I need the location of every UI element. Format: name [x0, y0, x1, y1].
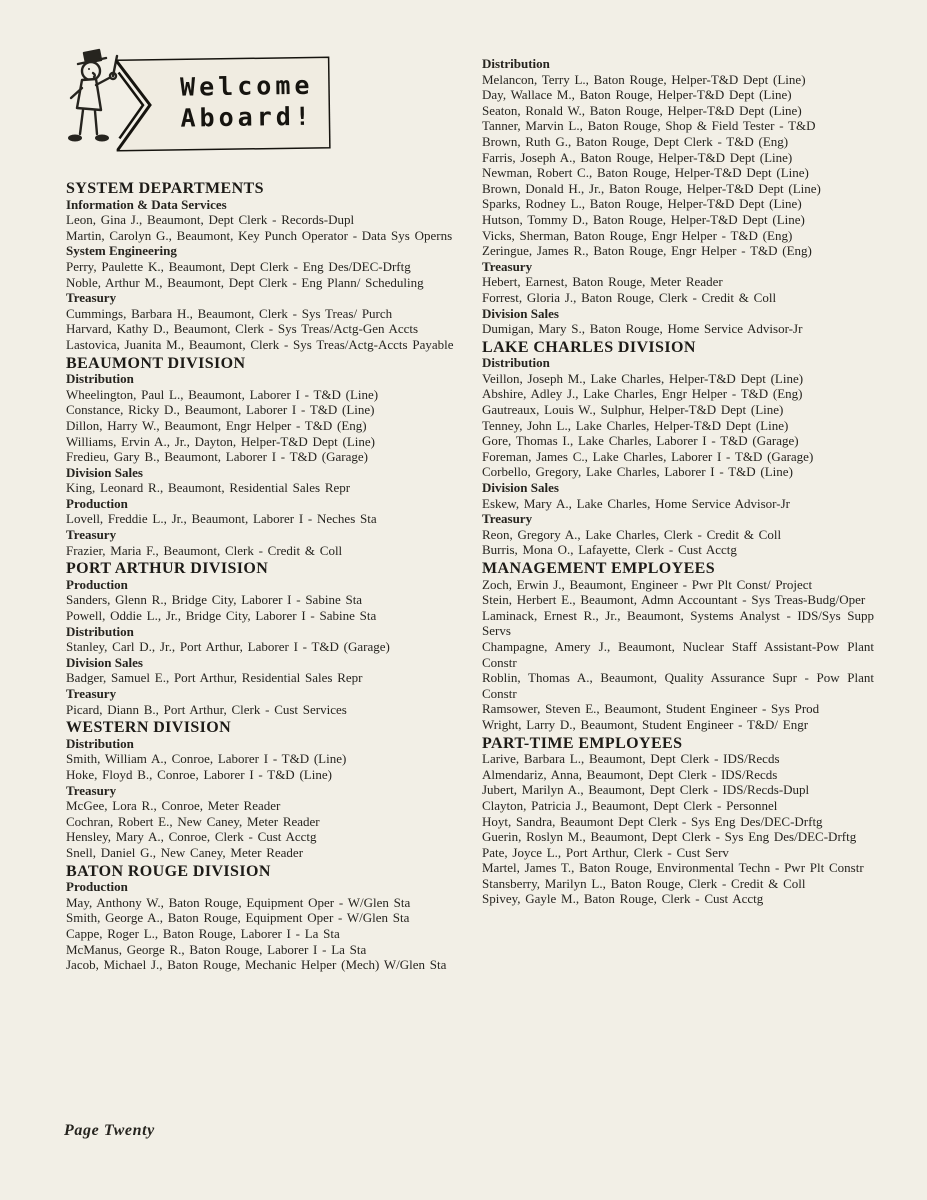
employee-entry: Lovell, Freddie L., Jr., Beaumont, Laborer I - Neches Sta [66, 511, 377, 527]
employee-entry: Foreman, James C., Lake Charles, Laborer I - T&D (Garage) [482, 448, 814, 464]
employee-entry: Laminack, Ernest R., Jr., Beaumont, Systems Analyst - IDS/Sys Supp Servs [482, 607, 874, 639]
group-label: Division Sales [482, 480, 559, 496]
employee-entry: Brown, Ruth G., Baton Rouge, Dept Clerk - T&D (Eng) [482, 133, 789, 149]
group-label: Division Sales [66, 464, 143, 480]
employee-entry: Gautreaux, Louis W., Sulphur, Helper-T&D Dept (Line) [482, 402, 784, 418]
employee-entry: Cochran, Robert E., New Caney, Meter Reader [66, 813, 320, 829]
page-footer: Page Twenty [64, 1122, 155, 1139]
employee-entry: Hutson, Tommy D., Baton Rouge, Helper-T&D Dept (Line) [482, 211, 805, 227]
employee-entry: Cummings, Barbara H., Beaumont, Clerk - Sys Treas/ Purch [66, 305, 393, 321]
employee-entry: Zeringue, James R., Baton Rouge, Engr Helper - T&D (Eng) [482, 243, 812, 259]
group-label: Treasury [66, 290, 117, 306]
employee-entry: Eskew, Mary A., Lake Charles, Home Service Advisor-Jr [482, 495, 790, 511]
group-label: Production [66, 576, 128, 592]
employee-entry: Spivey, Gayle M., Baton Rouge, Clerk - Cust Acctg [482, 891, 764, 907]
employee-entry: Perry, Paulette K., Beaumont, Dept Clerk - Eng Des/DEC-Drftg [66, 258, 411, 274]
employee-entry: Leon, Gina J., Beaumont, Dept Clerk - Records-Dupl [66, 212, 355, 228]
employee-entry: Burris, Mona O., Lafayette, Clerk - Cust Acctg [482, 542, 737, 558]
banner-line-1: Welcome [179, 70, 314, 102]
employee-entry: Roblin, Thomas A., Beaumont, Quality Assurance Supr - Pow Plant Constr [482, 670, 874, 701]
employee-entry: Wright, Larry D., Beaumont, Student Engineer - T&D/ Engr [482, 716, 809, 732]
employee-entry: Seaton, Ronald W., Baton Rouge, Helper-T&D Dept (Line) [482, 102, 802, 118]
group-label: Distribution [66, 623, 134, 639]
employee-entry: Stansberry, Marilyn L., Baton Rouge, Clerk - Credit & Coll [482, 875, 806, 891]
section-title: PART-TIME EMPLOYEES [482, 734, 683, 752]
employee-entry: Sanders, Glenn R., Bridge City, Laborer I - Sabine Sta [66, 592, 363, 608]
employee-entry: Zoch, Erwin J., Beaumont, Engineer - Pwr Plt Const/ Project [482, 576, 813, 592]
group-label: Production [66, 879, 128, 895]
employee-entry: Martin, Carolyn G., Beaumont, Key Punch Operator - Data Sys Operns [66, 227, 453, 243]
group-label: Treasury [66, 527, 117, 543]
employee-entry: Forrest, Gloria J., Baton Rouge, Clerk - Credit & Coll [482, 289, 777, 305]
employee-entry: Cappe, Roger L., Baton Rouge, Laborer I - La Sta [66, 925, 340, 941]
employee-entry: Sparks, Rodney L., Baton Rouge, Helper-T&D Dept (Line) [482, 196, 802, 212]
group-label: Treasury [482, 511, 533, 527]
employee-entry: Lastovica, Juanita M., Beaumont, Clerk - Sys Treas/Actg-Accts Payable [66, 336, 454, 352]
employee-entry: Gore, Thomas I., Lake Charles, Laborer I - T&D (Garage) [482, 433, 799, 449]
employee-entry: Veillon, Joseph M., Lake Charles, Helper-T&D Dept (Line) [482, 370, 804, 386]
employee-entry: Vicks, Sherman, Baton Rouge, Engr Helper - T&D (Eng) [482, 227, 793, 243]
employee-entry: Picard, Diann B., Port Arthur, Clerk - Cust Services [66, 701, 347, 717]
employee-entry: Smith, William A., Conroe, Laborer I - T&D (Line) [66, 751, 347, 767]
employee-entry: May, Anthony W., Baton Rouge, Equipment Oper - W/Glen Sta [66, 894, 411, 910]
employee-entry: Wheelington, Paul L., Beaumont, Laborer I - T&D (Line) [66, 386, 379, 402]
group-label: Distribution [482, 56, 550, 71]
employee-entry: Tenney, John L., Lake Charles, Helper-T&D Dept (Line) [482, 417, 789, 433]
employee-entry: Reon, Gregory A., Lake Charles, Clerk - Credit & Coll [482, 526, 782, 542]
employee-entry: McManus, George R., Baton Rouge, Laborer I - La Sta [66, 941, 367, 957]
employee-entry: Larive, Barbara L., Beaumont, Dept Clerk - IDS/Recds [482, 751, 780, 767]
employee-entry: Smith, George A., Baton Rouge, Equipment Oper - W/Glen Sta [66, 910, 410, 926]
employee-entry: Jubert, Marilyn A., Beaumont, Dept Clerk - IDS/Recds-Dupl [482, 782, 810, 798]
section-title: MANAGEMENT EMPLOYEES [482, 560, 716, 577]
employee-entry: Snell, Daniel G., New Caney, Meter Reader [66, 844, 304, 860]
employee-entry: Melancon, Terry L., Baton Rouge, Helper-T&D Dept (Line) [482, 71, 806, 87]
employee-entry: Martel, James T., Baton Rouge, Environmental Techn - Pwr Plt Constr [482, 860, 864, 876]
employee-entry: Hoke, Floyd B., Conroe, Laborer I - T&D (Line) [66, 766, 332, 782]
group-label: Production [66, 495, 128, 511]
employee-entry: Pate, Joyce L., Port Arthur, Clerk - Cust Serv [482, 844, 729, 860]
employee-entry: Abshire, Adley J., Lake Charles, Engr Helper - T&D (Eng) [482, 386, 803, 402]
employee-entry: Hensley, Mary A., Conroe, Clerk - Cust Acctg [66, 829, 317, 845]
group-label: Treasury [66, 782, 117, 798]
employee-entry: Stanley, Carl D., Jr., Port Arthur, Laborer I - T&D (Garage) [66, 639, 390, 655]
group-label: Distribution [66, 735, 134, 751]
section-title: BEAUMONT DIVISION [66, 354, 246, 372]
group-label: Division Sales [66, 654, 143, 670]
employee-entry: Powell, Oddie L., Jr., Bridge City, Laborer I - Sabine Sta [66, 608, 377, 624]
employee-entry: Clayton, Patricia J., Beaumont, Dept Clerk - Personnel [482, 797, 778, 813]
banner-text [115, 57, 330, 135]
section-title: LAKE CHARLES DIVISION [482, 338, 696, 356]
employee-entry: Corbello, Gregory, Lake Charles, Laborer I - T&D (Line) [482, 464, 793, 480]
group-label: Treasury [66, 686, 117, 701]
employee-entry: Noble, Arthur M., Beaumont, Dept Clerk - Eng Plann/ Scheduling [66, 274, 424, 290]
employee-entry: Newman, Robert C., Baton Rouge, Helper-T&D Dept (Line) [482, 165, 809, 181]
welcome-banner [115, 57, 330, 152]
group-label: System Engineering [66, 243, 177, 259]
employee-entry: Dumigan, Mary S., Baton Rouge, Home Service Advisor-Jr [482, 321, 803, 337]
employee-entry: Hoyt, Sandra, Beaumont Dept Clerk - Sys Eng Des/DEC-Drftg [482, 813, 823, 829]
banner-line-2: Aboard! [180, 101, 315, 133]
employee-entry: Dillon, Harry W., Beaumont, Engr Helper - T&D (Eng) [66, 417, 367, 433]
group-label: Information & Data Services [66, 196, 227, 212]
employee-entry: Williams, Ervin A., Jr., Dayton, Helper-T&D Dept (Line) [66, 433, 376, 449]
employee-entry: Farris, Joseph A., Baton Rouge, Helper-T&D Dept (Line) [482, 149, 793, 165]
employee-entry: Tanner, Marvin L., Baton Rouge, Shop & Field Tester - T&D [482, 118, 816, 134]
employee-entry: Fredieu, Gary B., Beaumont, Laborer I - T&D (Garage) [66, 449, 368, 465]
employee-entry: Day, Wallace M., Baton Rouge, Helper-T&D Dept (Line) [482, 87, 792, 103]
group-label: Treasury [482, 258, 533, 274]
section-title: WESTERN DIVISION [66, 719, 232, 737]
employee-entry: Guerin, Roslyn M., Beaumont, Dept Clerk - Sys Eng Des/DEC-Drftg [482, 829, 857, 845]
employee-entry: Stein, Herbert E., Beaumont, Admn Accountant - Sys Treas-Budg/Oper [482, 592, 866, 608]
employee-entry: Hebert, Earnest, Baton Rouge, Meter Reader [482, 274, 723, 290]
employee-entry: Harvard, Kathy D., Beaumont, Clerk - Sys Treas/Actg-Gen Accts [66, 321, 419, 337]
right-column [482, 56, 874, 907]
employee-entry: Ramsower, Steven E., Beaumont, Student Engineer - Sys Prod [482, 701, 820, 717]
employee-entry: McGee, Lora R., Conroe, Meter Reader [66, 798, 281, 814]
group-label: Division Sales [482, 305, 559, 321]
group-label: Distribution [482, 355, 550, 371]
employee-entry: Jacob, Michael J., Baton Rouge, Mechanic Helper (Mech) W/Glen Sta [66, 957, 447, 973]
section-title: SYSTEM DEPARTMENTS [66, 180, 264, 197]
employee-entry: Almendariz, Anna, Beaumont, Dept Clerk - IDS/Recds [482, 766, 778, 782]
left-column [66, 178, 460, 973]
employee-entry: Badger, Samuel E., Port Arthur, Residential Sales Repr [66, 670, 363, 686]
group-label: Distribution [66, 371, 134, 387]
employee-entry: Champagne, Amery J., Beaumont, Nuclear Staff Assistant-Pow Plant Constr [482, 638, 874, 670]
section-title: BATON ROUGE DIVISION [66, 862, 271, 880]
employee-entry: Brown, Donald H., Jr., Baton Rouge, Helper-T&D Dept (Line) [482, 180, 821, 196]
section-title: PORT ARTHUR DIVISION [66, 560, 269, 578]
employee-entry: Frazier, Maria F., Beaumont, Clerk - Credit & Coll [66, 542, 343, 558]
employee-entry: Constance, Ricky D., Beaumont, Laborer I - T&D (Line) [66, 402, 375, 418]
employee-entry: King, Leonard R., Beaumont, Residential Sales Repr [66, 480, 351, 496]
